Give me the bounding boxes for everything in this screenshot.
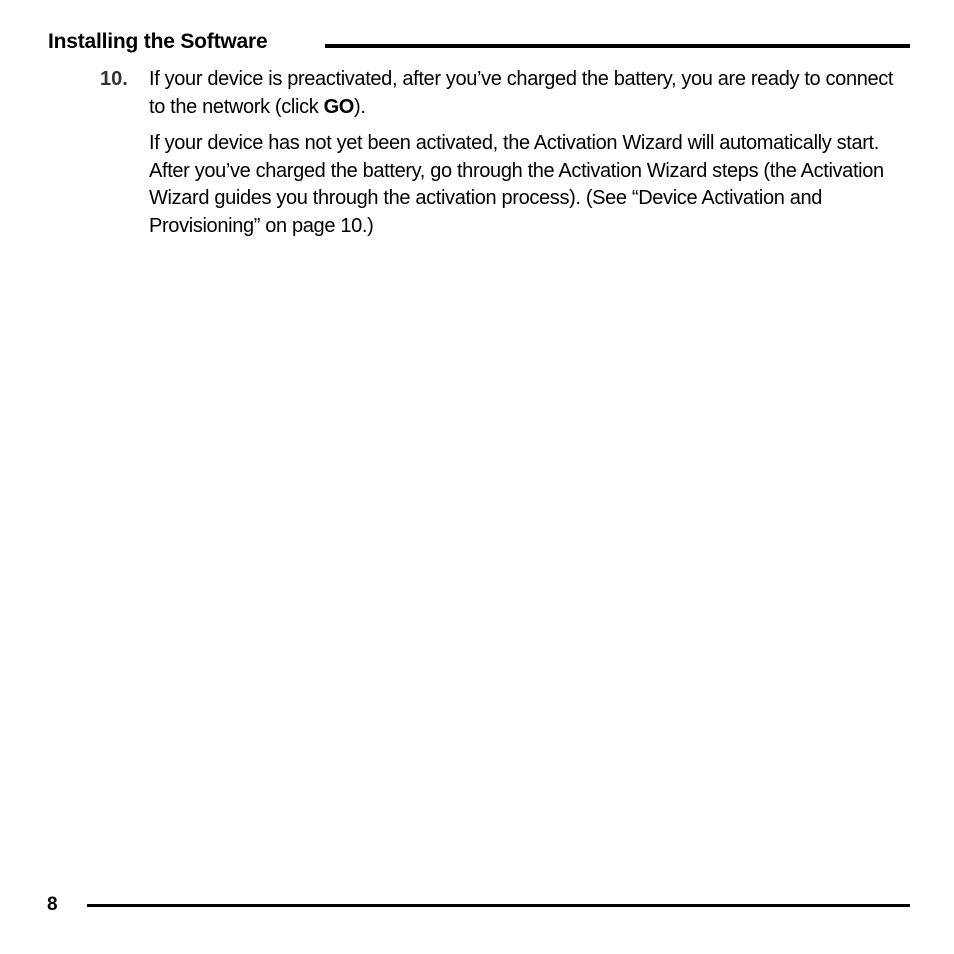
step-body xyxy=(149,66,897,240)
page-number: 8 xyxy=(47,894,58,915)
step-paragraph-preactivated xyxy=(149,66,897,121)
section-header-title: Installing the Software xyxy=(48,30,268,53)
step-number: 10. xyxy=(100,68,128,90)
step-paragraph-1-text-before: If your device is preactivated, after you’ve charged the battery, you are ready to connect to the network (click xyxy=(149,68,894,118)
footer-rule xyxy=(87,904,910,907)
go-keyword: GO xyxy=(323,95,355,118)
header-rule xyxy=(325,44,910,48)
step-paragraph-1-text-after: ). xyxy=(354,95,366,118)
step-paragraph-activation-wizard: If your device has not yet been activated, the Activation Wizard will automatically start. After you’ve charged the battery, go through the Activation Wizard steps (the Activation Wizard guides you through the activation process). (See “Device Activation and Provisioning” on page 10.) xyxy=(149,132,884,237)
